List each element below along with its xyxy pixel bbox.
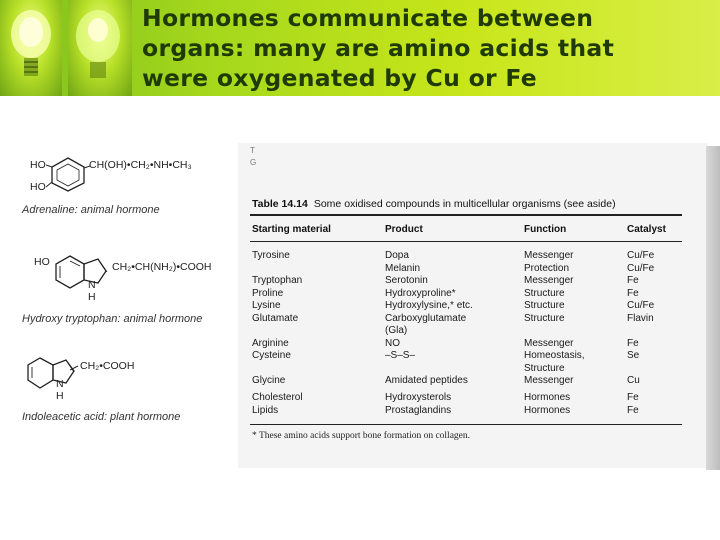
table-cell: Cu/Fe: [627, 262, 655, 274]
table-row: [0, 405, 720, 417]
table-cell: Messenger: [524, 375, 574, 386]
group-ho: HO: [30, 181, 46, 193]
table-cell: Fe: [627, 337, 639, 349]
table-footnote: * These amino acids support bone formation on collagen.: [252, 431, 471, 441]
table-cell: Structure: [524, 300, 565, 311]
bond-lines: [46, 162, 56, 190]
table-cell: –S–S–: [385, 350, 416, 361]
table-cell: NO: [385, 337, 400, 349]
table-cell: Prostaglandins: [385, 404, 452, 416]
table-cell: Cholesterol: [252, 392, 303, 403]
structure-caption: Adrenaline: animal hormone: [22, 204, 160, 216]
table-cell: Fe: [627, 275, 639, 286]
column-header: Catalyst: [627, 224, 666, 235]
table-row: [0, 338, 720, 350]
column-header: Starting material: [252, 224, 331, 235]
table-cell: Tryptophan: [252, 275, 303, 286]
table-cell: Se: [627, 350, 640, 361]
structure-caption: Hydroxy tryptophan: animal hormone: [22, 313, 203, 325]
table-cell: (Gla): [385, 325, 408, 336]
table-cell: Cu: [627, 375, 640, 386]
group-ho: HO: [30, 159, 46, 171]
side-chain: CH(OH)•CH₂•NH•CH₃: [89, 159, 192, 171]
table-cell: Flavin: [627, 312, 654, 324]
header-rule: [250, 241, 682, 242]
table-cell: Fe: [627, 392, 639, 403]
lightbulb-image-left: [0, 0, 62, 96]
title-line: organs: many are amino acids that: [142, 34, 615, 62]
column-header: Function: [524, 224, 567, 235]
title-line: Hormones communicate between: [142, 4, 594, 32]
table-row: [0, 313, 720, 325]
ring-h: H: [56, 390, 64, 402]
table-cell: Amidated peptides: [385, 375, 468, 386]
side-chain: CH₂•CH(NH₂)•COOH: [112, 261, 212, 273]
table-cell: Dopa: [385, 250, 409, 261]
table-row: [0, 288, 720, 300]
table-cell: Glutamate: [252, 312, 299, 324]
table-bottom-rule: [250, 424, 682, 425]
table-cell: Hormones: [524, 404, 571, 416]
table-cell: Hormones: [524, 392, 571, 403]
table-cell: Proline: [252, 287, 284, 299]
table-cell: Carboxyglutamate: [385, 312, 467, 324]
table-cell: Homeostasis,: [524, 350, 585, 361]
table-cell: Messenger: [524, 250, 574, 261]
table-cell: Cu/Fe: [627, 250, 655, 261]
table-row: [0, 363, 720, 375]
table-cell: Melanin: [385, 262, 421, 274]
table-cell: Structure: [524, 287, 565, 299]
table-row: [0, 375, 720, 387]
table-cell: Serotonin: [385, 275, 428, 286]
table-cell: Hydroxylysine,* etc.: [385, 300, 473, 311]
ring-h: H: [88, 291, 96, 303]
table-cell: Arginine: [252, 337, 289, 349]
table-cell: Messenger: [524, 275, 574, 286]
table-cell: Fe: [627, 404, 639, 416]
table-row: [0, 275, 720, 287]
scan-mark: G: [250, 158, 257, 167]
table-cell: Hydroxyproline*: [385, 287, 456, 299]
title-line: were oxygenated by Cu or Fe: [142, 64, 538, 92]
structure-caption: Indoleacetic acid: plant hormone: [22, 411, 181, 423]
table-cell: Structure: [524, 362, 565, 374]
header-band: [0, 0, 720, 96]
table-cell: Hydroxysterols: [385, 392, 452, 403]
table-cell: Lipids: [252, 404, 279, 416]
lightbulb-image-right: [68, 0, 132, 96]
table-row: [0, 300, 720, 312]
table-cell: Cysteine: [252, 350, 291, 361]
slide-title: [142, 3, 712, 93]
table-cell: Lysine: [252, 300, 281, 311]
column-header: Product: [385, 224, 423, 235]
ring-n: N: [56, 378, 64, 390]
group-ho: HO: [34, 256, 50, 268]
table-caption-text: Some oxidised compounds in multicellular organisms (see aside): [313, 198, 616, 210]
table-row: [0, 392, 720, 404]
table-cell: Cu/Fe: [627, 300, 655, 311]
table-cell: Tyrosine: [252, 250, 290, 261]
table-cell: Fe: [627, 287, 639, 299]
table-cell: Protection: [524, 262, 570, 274]
table-top-rule: [250, 214, 682, 216]
side-chain: CH₂•COOH: [80, 360, 135, 372]
table-cell: Structure: [524, 312, 565, 324]
ring-n: N: [88, 279, 96, 291]
table-row: [0, 263, 720, 275]
table-row: [0, 250, 720, 262]
table-cell: Messenger: [524, 337, 574, 349]
table-number: Table 14.14: [252, 198, 308, 210]
table-row: [0, 325, 720, 337]
scan-mark: T: [250, 146, 255, 155]
table-row: [0, 350, 720, 362]
table-cell: Glycine: [252, 375, 286, 386]
table-caption: [252, 198, 616, 210]
